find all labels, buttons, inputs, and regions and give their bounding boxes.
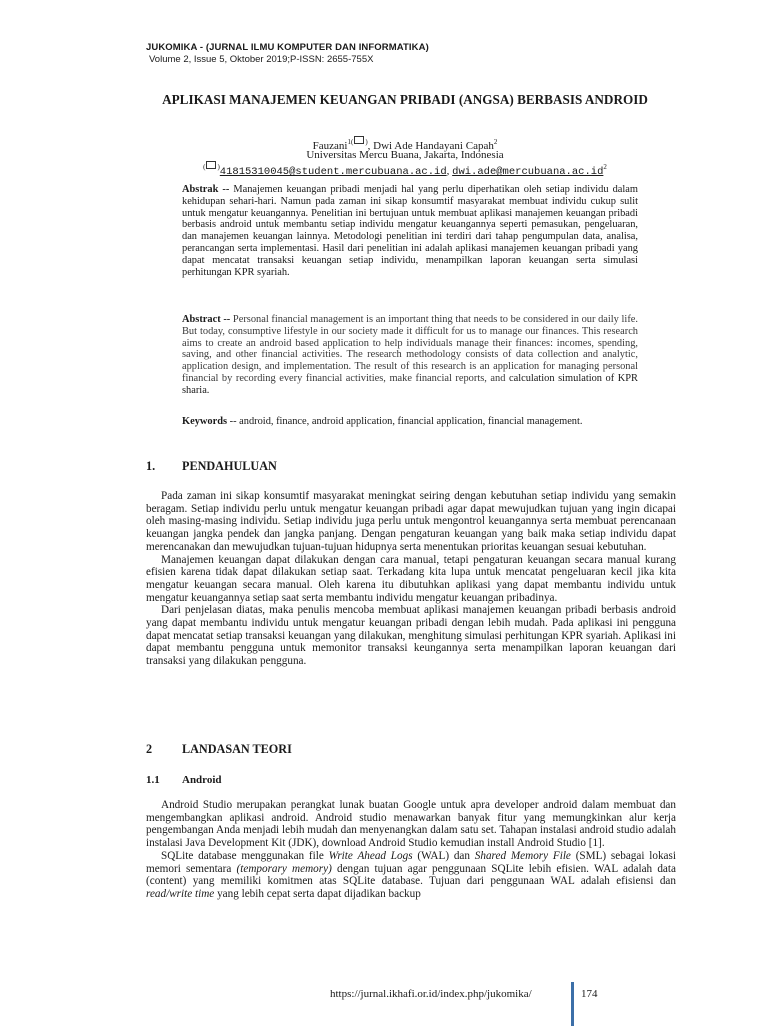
email-sup-close: ) bbox=[217, 163, 220, 171]
email-line bbox=[160, 161, 650, 179]
section-number: 2 bbox=[146, 742, 153, 756]
term-temporary-memory: (temporary memory) bbox=[236, 862, 332, 875]
abstract-indonesian bbox=[182, 184, 638, 278]
term-sml: Shared Memory File bbox=[474, 849, 571, 862]
abstract-english bbox=[182, 314, 638, 397]
email-link-1[interactable]: 41815310045@student.mercubuana.ac.id bbox=[219, 166, 447, 178]
journal-volume: Volume 2, Issue 5, Oktober 2019;P-ISSN: 2655-755X bbox=[149, 54, 374, 65]
paragraph: Manajemen keuangan dapat dilakukan dengan cara manual, tetapi pengaturan keuangan secara manual kurang efisien karena tidak dapat dilakukan setiap saat. Terkadang kita lupa untuk mencatat pengeluaran kecil jika kita mengatur keuangan secara manual. Oleh karena itu dibutuhkan aplikasi yang dapat membantu individu untuk mengatur keuangannya setiap saat serta membantu individu mengatur keuangan pribadinya. bbox=[146, 553, 676, 604]
keywords-label: Keywords bbox=[182, 416, 228, 427]
email-link-2[interactable]: dwi.ade@mercubuana.ac.id bbox=[452, 166, 604, 178]
author-1: Fauzani bbox=[312, 140, 348, 152]
abstract-en-text: Personal financial management is an important thing that needs to be considered in our daily life. But today, consumptive lifestyle in our society made it difficult for us to manage our finances. This research aims to create an android based application to help individuals manage their finances: incomes, spending, saving, and other financial activities. The research methodology consists of data collection and analytic, application design, and implementation. The result of this research is an application for managing personal financial by recording every financial activities, make financial reports, and bbox=[182, 314, 638, 384]
keywords-text: -- android, finance, android application, financial application, financial management. bbox=[227, 416, 583, 427]
subsection-heading-android bbox=[146, 774, 222, 786]
mail-icon bbox=[354, 136, 364, 144]
subsection-number: 1.1 bbox=[146, 774, 160, 786]
journal-header bbox=[146, 42, 429, 66]
text-run: yang lebih cepat serta dapat dijadikan backup bbox=[214, 887, 421, 900]
abstract-id-label: Abstrak -- bbox=[182, 184, 230, 195]
text-run: (SML) sebagai lokasi memori sementara bbox=[146, 849, 676, 875]
affiliation: Universitas Mercu Buana, Jakarta, Indonesia bbox=[306, 149, 504, 161]
author-1-sup-close: ) bbox=[365, 138, 368, 146]
author-1-sup-open: 1( bbox=[347, 138, 354, 146]
android-body bbox=[146, 799, 676, 901]
email-2-sup: 2 bbox=[603, 163, 607, 171]
text-run: dengan tujuan agar penggunaan SQLite lebih efisien. WAL adalah data (content) yang memiliki komitmen atas SQLite database. Tujuan dari penggunaan WAL adalah efisiensi dan bbox=[146, 862, 676, 888]
term-wal: Write Ahead Logs bbox=[328, 849, 413, 862]
page-number: 174 bbox=[581, 988, 598, 1000]
subsection-title: Android bbox=[182, 774, 222, 786]
mail-icon bbox=[206, 161, 216, 169]
term-read-write-time: read/write time bbox=[146, 887, 215, 900]
page-footer bbox=[0, 980, 768, 1010]
keywords bbox=[182, 416, 638, 428]
abstract-en-label: Abstract -- bbox=[182, 314, 231, 325]
section-heading-landasan-teori bbox=[146, 742, 292, 757]
journal-name: JUKOMIKA - (JURNAL ILMU KOMPUTER DAN INFORMATIKA) bbox=[146, 42, 429, 53]
section-heading-pendahuluan bbox=[146, 459, 277, 474]
abstract-id-text: Manajemen keuangan pribadi menjadi hal yang perlu diperhatikan oleh setiap individu dalam kehidupan sehari-hari. Namun pada zaman ini sikap konsumtif masyarakat membuat individu cukup sulit untuk mengatur keuangannya. Penelitian ini bertujuan untuk membuat aplikasi manajemen keuangan pribadi berbasis android untuk membantu setiap individu mengatur keuangannya seperti pemasukan, pengeluaran, dan manajemen keuangan lainnya. Metodologi penelitian ini terdiri dari tahap pengumpulan data, analisa, perancangan serta implementasi. Hasil dari penelitian ini adalah aplikasi manajemen keuangan pribadi yang dapat mencatat transaksi keuangan setiap individu, menampilkan laporan keuangan serta simulasi perhitungan KPR syariah. bbox=[182, 184, 638, 278]
section-title: PENDAHULUAN bbox=[182, 459, 277, 473]
section-title: LANDASAN TEORI bbox=[182, 742, 292, 756]
paragraph-sqlite bbox=[146, 850, 676, 901]
footer-divider bbox=[571, 982, 574, 1026]
paper-title: APLIKASI MANAJEMEN KEUANGAN PRIBADI (ANGSA) BERBASIS ANDROID bbox=[162, 92, 648, 107]
paragraph: Android Studio merupakan perangkat lunak buatan Google untuk apra developer android dalam membuat dan mengembangkan aplikasi android. Android studio menawarkan banyak fitur yang memungkinkan alur kerja pengembangan Anda menjadi lebih mudah dan menyenangkan dalam satu set. Tahapan instalasi android studio adalah instalasi Java Development Kit (JDK), download Android Studio kemudian install Android Studio [1]. bbox=[146, 799, 676, 850]
email-separator: , bbox=[446, 165, 453, 177]
paragraph: Dari penjelasan diatas, maka penulis mencoba membuat aplikasi manajemen keuangan pribadi berbasis android yang dapat membantu individu untuk mengatur keuangan pribadi dengan lebih mudah. Pada aplikasi ini pengguna dapat mencatat setiap transaksi keuangan yang dilakukan, menghitung simulasi perhitungan KPR syariah. Aplikasi ini dapat membantu pengguna untuk memonitor transaksi keungannya serta menampilkan laporan keuangan dari transaksi yang dilakukan pengguna. bbox=[146, 604, 676, 668]
text-run: SQLite database menggunakan file bbox=[161, 849, 329, 862]
abstract-en-tail: calculation simulation of KPR sharia. bbox=[182, 372, 638, 396]
paragraph: Pada zaman ini sikap konsumtif masyarakat meningkat seiring dengan kebutuhan setiap individu yang semakin beragam. Setiap individu perlu untuk mengatur keuangan pribadi agar dapat mewujudkan tujuan yang ingin dicapai oleh masing-masing individu. Setiap individu juga perlu untuk mengontrol keuangannya serta membuat perencanaan keuangan jangka pendek dan jangka panjang. Dengan pengaturan keuangan yang baik maka setiap individu dapat merencanakan dan mewujudkan tujuan-tujuan hidupnya serta menentukan prioritas keuangan sesuai kebutuhan. bbox=[146, 490, 676, 553]
pendahuluan-body bbox=[146, 490, 676, 668]
author-2-sup: 2 bbox=[493, 138, 498, 146]
text-run: (WAL) dan bbox=[412, 849, 475, 862]
section-number: 1. bbox=[146, 459, 156, 473]
author-2: , Dwi Ade Handayani Capah bbox=[367, 140, 494, 152]
email-sup-open: ( bbox=[203, 163, 206, 171]
journal-url-link[interactable]: https://jurnal.ikhafi.or.id/index.php/jukomika/ bbox=[330, 988, 532, 1000]
